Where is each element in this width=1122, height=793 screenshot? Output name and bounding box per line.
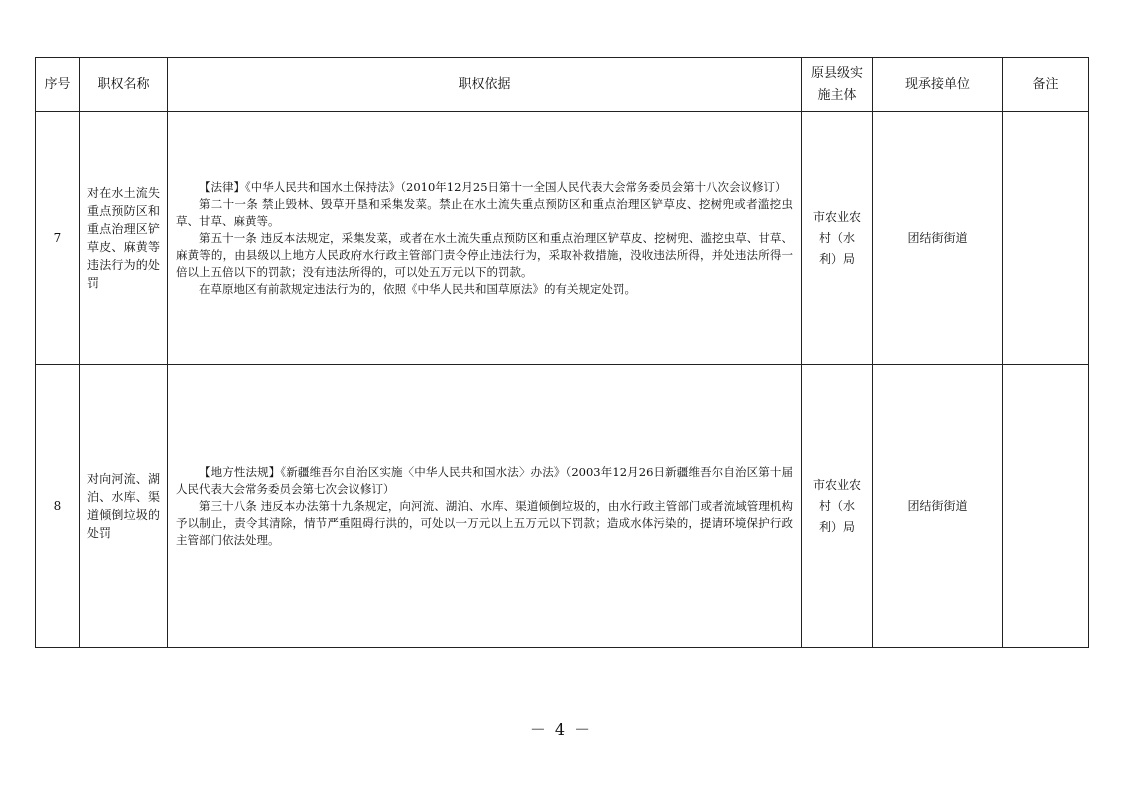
table-row [36,112,1089,365]
header-original-subject: 原县级实施主体 [802,58,873,112]
header-number: 序号 [36,58,80,112]
original-subject: 市农业农村（水利）局 [802,112,873,365]
authority-basis [168,112,802,365]
page-number: － 4 － [529,720,593,739]
current-unit: 团结街街道 [873,112,1003,365]
basis-paragraph: 第五十一条 违反本法规定，采集发菜，或者在水土流失重点预防区和重点治理区铲草皮、挖树兜、滥挖虫草、甘草、麻黄等的，由县级以上地方人民政府水行政主管部门责令停止违法行为，采取补救措施，没收违法所得，并处违法所得一倍以上五倍以下的罚款；没有违法所得的，可以处五万元以下的罚款。 [176,230,793,279]
current-unit: 团结街街道 [873,365,1003,648]
basis-paragraph: 第三十八条 违反本办法第十九条规定，向河流、湖泊、水库、渠道倾倒垃圾的，由水行政主管部门或者流域管理机构予以制止，责令其清除，情节严重阻碍行洪的，可处以一万元以上五万元以下罚款；造成水体污染的，提请环境保护行政主管部门依法处理。 [176,498,793,547]
basis-paragraph: 【地方性法规】《新疆维吾尔自治区实施〈中华人民共和国水法〉办法》（2003年12月26日新疆维吾尔自治区第十届人民代表大会常务委员会第七次会议修订） [176,464,793,496]
basis-paragraph: 在草原地区有前款规定违法行为的，依照《中华人民共和国草原法》的有关规定处罚。 [199,281,636,296]
authority-name: 对在水土流失重点预防区和重点治理区铲草皮、麻黄等违法行为的处罚 [80,112,168,365]
table-row [36,365,1089,648]
row-number: 8 [36,365,80,648]
table-header-row [36,58,1089,112]
original-subject: 市农业农村（水利）局 [802,365,873,648]
header-authority-name: 职权名称 [80,58,168,112]
authority-table [35,57,1089,648]
header-current-unit: 现承接单位 [873,58,1003,112]
authority-name: 对向河流、湖泊、水库、渠道倾倒垃圾的处罚 [80,365,168,648]
header-note: 备注 [1003,58,1089,112]
note [1003,112,1089,365]
basis-paragraph: 第二十一条 禁止毁林、毁草开垦和采集发菜。禁止在水土流失重点预防区和重点治理区铲草皮、挖树兜或者滥挖虫草、甘草、麻黄等。 [176,196,793,228]
authority-basis [168,365,802,648]
basis-paragraph: 【法律】《中华人民共和国水土保持法》（2010年12月25日第十一全国人民代表大会常务委员会第十八次会议修订） [199,179,787,194]
note [1003,365,1089,648]
header-authority-basis: 职权依据 [168,58,802,112]
row-number: 7 [36,112,80,365]
